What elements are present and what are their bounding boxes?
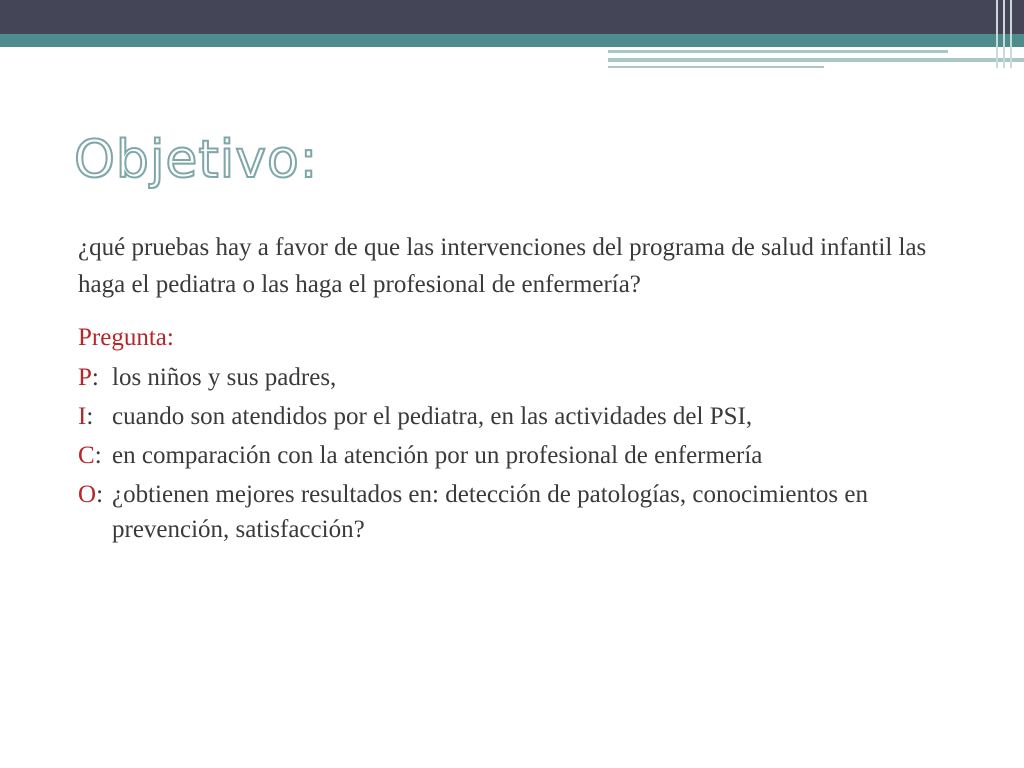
header-deco-vline xyxy=(1010,0,1012,68)
slide-body xyxy=(78,229,958,551)
header-deco-vline xyxy=(1003,0,1005,68)
pico-letter: I xyxy=(78,403,87,430)
pico-key xyxy=(78,477,112,547)
pico-letter: P xyxy=(78,364,92,391)
question-label: Pregunta: xyxy=(78,324,174,351)
header-dark-bar xyxy=(0,0,1024,34)
objective-text: ¿qué pruebas hay a favor de que las intervenciones del programa de salud infantil las haga el pediatra o las haga el profesional de enfermería? xyxy=(78,234,927,298)
pico-separator: : xyxy=(91,364,99,391)
pico-letter: C xyxy=(78,442,95,469)
header-deco-line xyxy=(608,66,824,68)
slide-title: Objetivo: xyxy=(74,130,319,190)
pico-separator: : xyxy=(86,403,94,430)
pico-text: en comparación con la atención por un profesional de enfermería xyxy=(112,442,763,469)
pico-key xyxy=(78,399,112,434)
pico-row-i xyxy=(78,399,958,434)
pico-row-p xyxy=(78,360,958,395)
pico-key xyxy=(78,438,112,473)
pico-text: los niños y sus padres, xyxy=(112,364,337,391)
pico-text: ¿obtienen mejores resultados en: detección de patologías, conocimientos en prevención, satisfacción? xyxy=(112,481,869,543)
header-teal-band xyxy=(0,34,1024,47)
header-deco-line xyxy=(608,58,1024,62)
pico-row-c xyxy=(78,438,958,473)
pico-separator: : xyxy=(96,481,104,508)
pico-key xyxy=(78,360,112,395)
pico-text: cuando son atendidos por el pediatra, en las actividades del PSI, xyxy=(112,403,753,430)
pico-letter: O xyxy=(78,481,97,508)
pico-row-o xyxy=(78,477,958,547)
pico-separator: : xyxy=(94,442,102,469)
header-deco-vline xyxy=(996,0,998,68)
header-deco-line xyxy=(608,50,948,53)
